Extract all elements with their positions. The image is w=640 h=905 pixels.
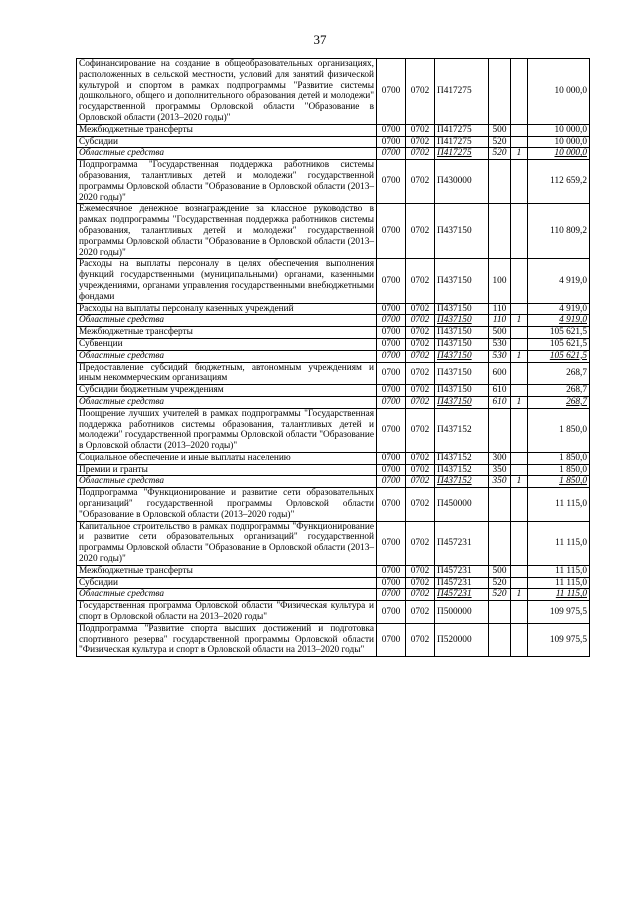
section-code: 0700 — [377, 521, 406, 565]
table-row — [77, 385, 590, 397]
expense-type-code — [489, 59, 511, 125]
subsection-code: 0702 — [406, 259, 435, 303]
amount: 10 000,0 — [528, 136, 590, 148]
expense-name: Субсидии — [77, 577, 377, 589]
section-code: 0700 — [377, 408, 406, 452]
expense-name: Социальное обеспечение и иные выплаты населению — [77, 452, 377, 464]
expense-name: Государственная программа Орловской области "Физическая культура и спорт в Орловской области на 2013–2020 годы" — [77, 601, 377, 624]
target-article-code: П417275 — [435, 148, 489, 160]
amount: 11 115,0 — [528, 589, 590, 601]
expense-type-code: 350 — [489, 476, 511, 488]
table-row — [77, 350, 590, 362]
amount: 105 621,5 — [528, 327, 590, 339]
funding-source-code: 1 — [511, 476, 528, 488]
table-row — [77, 452, 590, 464]
expense-name: Областные средства — [77, 476, 377, 488]
expense-type-code: 610 — [489, 396, 511, 408]
expense-name: Софинансирование на создание в общеобразовательных организациях, расположенных в сельской местности, условий для занятий физической культурой и спортом в рамках подпрограммы "Развитие системы дошкольного, общего и дополнительного образования детей и молодежи" государственной программы Орловской области "Образование в Орловской области (2013–2020 годы)" — [77, 59, 377, 125]
expense-type-code: 500 — [489, 124, 511, 136]
target-article-code: П417275 — [435, 59, 489, 125]
subsection-code: 0702 — [406, 577, 435, 589]
target-article-code: П500000 — [435, 601, 489, 624]
table-row — [77, 148, 590, 160]
section-code: 0700 — [377, 350, 406, 362]
funding-source-code — [511, 160, 528, 204]
section-code: 0700 — [377, 59, 406, 125]
funding-source-code — [511, 59, 528, 125]
expense-type-code: 520 — [489, 589, 511, 601]
expense-name: Субвенции — [77, 338, 377, 350]
amount: 112 659,2 — [528, 160, 590, 204]
section-code: 0700 — [377, 623, 406, 656]
section-code: 0700 — [377, 464, 406, 476]
section-code: 0700 — [377, 124, 406, 136]
table-row — [77, 59, 590, 125]
subsection-code: 0702 — [406, 148, 435, 160]
section-code: 0700 — [377, 577, 406, 589]
subsection-code: 0702 — [406, 488, 435, 521]
table-row — [77, 408, 590, 452]
section-code: 0700 — [377, 476, 406, 488]
section-code: 0700 — [377, 589, 406, 601]
subsection-code: 0702 — [406, 623, 435, 656]
subsection-code: 0702 — [406, 396, 435, 408]
amount: 11 115,0 — [528, 577, 590, 589]
section-code: 0700 — [377, 315, 406, 327]
section-code: 0700 — [377, 327, 406, 339]
subsection-code: 0702 — [406, 521, 435, 565]
expense-name: Капитальное строительство в рамках подпрограммы "Функционирование и развитие сети образовательных организаций" государственной программы Орловской области "Образование в Орловской области (2013–2020 годы)" — [77, 521, 377, 565]
table-row — [77, 476, 590, 488]
amount: 1 850,0 — [528, 476, 590, 488]
expense-name: Межбюджетные трансферты — [77, 124, 377, 136]
amount: 4 919,0 — [528, 259, 590, 303]
amount: 4 919,0 — [528, 315, 590, 327]
table-row — [77, 259, 590, 303]
subsection-code: 0702 — [406, 315, 435, 327]
funding-source-code — [511, 623, 528, 656]
expense-type-code — [489, 160, 511, 204]
section-code: 0700 — [377, 601, 406, 624]
expense-type-code: 600 — [489, 362, 511, 385]
amount: 110 809,2 — [528, 204, 590, 259]
target-article-code: П437150 — [435, 362, 489, 385]
expense-type-code: 530 — [489, 350, 511, 362]
amount: 105 621,5 — [528, 338, 590, 350]
funding-source-code — [511, 136, 528, 148]
expense-type-code — [489, 601, 511, 624]
table-row — [77, 303, 590, 315]
page-number: 37 — [313, 32, 327, 47]
table-row — [77, 160, 590, 204]
table-row — [77, 327, 590, 339]
subsection-code: 0702 — [406, 362, 435, 385]
expense-name: Субсидии — [77, 136, 377, 148]
funding-source-code: 1 — [511, 315, 528, 327]
table-row — [77, 623, 590, 656]
expense-type-code: 500 — [489, 327, 511, 339]
expense-type-code: 110 — [489, 315, 511, 327]
funding-source-code — [511, 408, 528, 452]
table-row — [77, 565, 590, 577]
section-code: 0700 — [377, 565, 406, 577]
table-row — [77, 521, 590, 565]
amount: 109 975,5 — [528, 601, 590, 624]
table-row — [77, 362, 590, 385]
target-article-code: П417275 — [435, 124, 489, 136]
subsection-code: 0702 — [406, 59, 435, 125]
subsection-code: 0702 — [406, 601, 435, 624]
expense-name: Областные средства — [77, 315, 377, 327]
table-row — [77, 589, 590, 601]
expense-type-code: 350 — [489, 464, 511, 476]
target-article-code: П437152 — [435, 464, 489, 476]
expense-type-code — [489, 408, 511, 452]
budget-table — [76, 58, 590, 657]
amount: 11 115,0 — [528, 565, 590, 577]
funding-source-code — [511, 362, 528, 385]
funding-source-code — [511, 577, 528, 589]
table-row — [77, 338, 590, 350]
expense-name: Областные средства — [77, 148, 377, 160]
subsection-code: 0702 — [406, 160, 435, 204]
section-code: 0700 — [377, 338, 406, 350]
table-row — [77, 124, 590, 136]
expense-type-code: 520 — [489, 148, 511, 160]
subsection-code: 0702 — [406, 464, 435, 476]
expense-type-code — [489, 521, 511, 565]
section-code: 0700 — [377, 303, 406, 315]
subsection-code: 0702 — [406, 452, 435, 464]
expense-type-code: 520 — [489, 577, 511, 589]
funding-source-code: 1 — [511, 589, 528, 601]
section-code: 0700 — [377, 204, 406, 259]
funding-source-code: 1 — [511, 148, 528, 160]
amount: 10 000,0 — [528, 148, 590, 160]
funding-source-code — [511, 488, 528, 521]
table-row — [77, 396, 590, 408]
target-article-code: П437150 — [435, 385, 489, 397]
section-code: 0700 — [377, 385, 406, 397]
target-article-code: П457231 — [435, 565, 489, 577]
section-code: 0700 — [377, 160, 406, 204]
table-row — [77, 488, 590, 521]
expense-type-code: 500 — [489, 565, 511, 577]
amount: 109 975,5 — [528, 623, 590, 656]
subsection-code: 0702 — [406, 476, 435, 488]
amount: 1 850,0 — [528, 452, 590, 464]
funding-source-code: 1 — [511, 396, 528, 408]
target-article-code: П437152 — [435, 408, 489, 452]
target-article-code: П437150 — [435, 338, 489, 350]
section-code: 0700 — [377, 259, 406, 303]
funding-source-code: 1 — [511, 350, 528, 362]
target-article-code: П437150 — [435, 350, 489, 362]
funding-source-code — [511, 124, 528, 136]
expense-name: Расходы на выплаты персоналу казенных учреждений — [77, 303, 377, 315]
section-code: 0700 — [377, 362, 406, 385]
table-row — [77, 136, 590, 148]
target-article-code: П457231 — [435, 577, 489, 589]
amount: 1 850,0 — [528, 464, 590, 476]
expense-type-code: 110 — [489, 303, 511, 315]
amount: 11 115,0 — [528, 521, 590, 565]
subsection-code: 0702 — [406, 204, 435, 259]
expense-type-code — [489, 488, 511, 521]
funding-source-code — [511, 565, 528, 577]
table-row — [77, 204, 590, 259]
expense-name: Областные средства — [77, 350, 377, 362]
funding-source-code — [511, 338, 528, 350]
section-code: 0700 — [377, 148, 406, 160]
target-article-code: П437150 — [435, 259, 489, 303]
expense-name: Межбюджетные трансферты — [77, 327, 377, 339]
expense-name: Расходы на выплаты персоналу в целях обеспечения выполнения функций государственными (муниципальными) органами, казенными учреждениями, органами управления государственными внебюджетными фондами — [77, 259, 377, 303]
amount: 268,7 — [528, 362, 590, 385]
funding-source-code — [511, 385, 528, 397]
target-article-code: П457231 — [435, 521, 489, 565]
table-row — [77, 464, 590, 476]
amount: 10 000,0 — [528, 124, 590, 136]
subsection-code: 0702 — [406, 350, 435, 362]
target-article-code: П437152 — [435, 476, 489, 488]
expense-name: Премии и гранты — [77, 464, 377, 476]
expense-name: Подпрограмма "Функционирование и развитие сети образовательных организаций" государственной программы Орловской области "Образование в Орловской области (2013–2020 годы)" — [77, 488, 377, 521]
amount: 105 621,5 — [528, 350, 590, 362]
expense-name: Предоставление субсидий бюджетным, автономным учреждениям и иным некоммерческим организациям — [77, 362, 377, 385]
target-article-code: П437150 — [435, 396, 489, 408]
target-article-code: П437150 — [435, 327, 489, 339]
funding-source-code — [511, 327, 528, 339]
funding-source-code — [511, 521, 528, 565]
funding-source-code — [511, 452, 528, 464]
subsection-code: 0702 — [406, 136, 435, 148]
funding-source-code — [511, 259, 528, 303]
subsection-code: 0702 — [406, 124, 435, 136]
section-code: 0700 — [377, 452, 406, 464]
expense-name: Субсидии бюджетным учреждениям — [77, 385, 377, 397]
section-code: 0700 — [377, 396, 406, 408]
expense-name: Областные средства — [77, 589, 377, 601]
subsection-code: 0702 — [406, 408, 435, 452]
target-article-code: П437152 — [435, 452, 489, 464]
target-article-code: П430000 — [435, 160, 489, 204]
amount: 268,7 — [528, 385, 590, 397]
expense-type-code: 300 — [489, 452, 511, 464]
target-article-code: П450000 — [435, 488, 489, 521]
amount: 1 850,0 — [528, 408, 590, 452]
subsection-code: 0702 — [406, 565, 435, 577]
funding-source-code — [511, 204, 528, 259]
expense-name: Поощрение лучших учителей в рамках подпрограммы "Государственная поддержка работников системы образования, талантливых детей и молодежи" государственной программы Орловской области "Образование в Орловской области (2013–2020 годы)" — [77, 408, 377, 452]
funding-source-code — [511, 601, 528, 624]
expense-type-code — [489, 204, 511, 259]
amount: 268,7 — [528, 396, 590, 408]
target-article-code: П437150 — [435, 204, 489, 259]
subsection-code: 0702 — [406, 385, 435, 397]
expense-name: Межбюджетные трансферты — [77, 565, 377, 577]
expense-name: Областные средства — [77, 396, 377, 408]
amount: 10 000,0 — [528, 59, 590, 125]
subsection-code: 0702 — [406, 589, 435, 601]
subsection-code: 0702 — [406, 327, 435, 339]
target-article-code: П520000 — [435, 623, 489, 656]
target-article-code: П457231 — [435, 589, 489, 601]
section-code: 0700 — [377, 136, 406, 148]
expense-type-code: 530 — [489, 338, 511, 350]
expense-name: Ежемесячное денежное вознаграждение за классное руководство в рамках подпрограммы "Государственная поддержка работников системы образования, талантливых детей и молодежи" государственной программы Орловской области "Образование в Орловской области (2013–2020 годы)" — [77, 204, 377, 259]
amount: 4 919,0 — [528, 303, 590, 315]
expense-name: Подпрограмма "Развитие спорта высших достижений и подготовка спортивного резерва" государственной программы Орловской области "Физическая культура и спорт в Орловской области на 2013–2020 годы" — [77, 623, 377, 656]
subsection-code: 0702 — [406, 303, 435, 315]
target-article-code: П437150 — [435, 303, 489, 315]
expense-type-code: 100 — [489, 259, 511, 303]
funding-source-code — [511, 303, 528, 315]
expense-type-code — [489, 623, 511, 656]
expense-type-code: 610 — [489, 385, 511, 397]
target-article-code: П437150 — [435, 315, 489, 327]
expense-type-code: 520 — [489, 136, 511, 148]
amount: 11 115,0 — [528, 488, 590, 521]
subsection-code: 0702 — [406, 338, 435, 350]
table-row — [77, 577, 590, 589]
target-article-code: П417275 — [435, 136, 489, 148]
budget-table-body — [77, 59, 590, 657]
expense-name: Подпрограмма "Государственная поддержка работников системы образования, талантливых детей и молодежи" государственной программы Орловской области "Образование в Орловской области (2013–2020 годы)" — [77, 160, 377, 204]
table-row — [77, 601, 590, 624]
table-row — [77, 315, 590, 327]
section-code: 0700 — [377, 488, 406, 521]
funding-source-code — [511, 464, 528, 476]
